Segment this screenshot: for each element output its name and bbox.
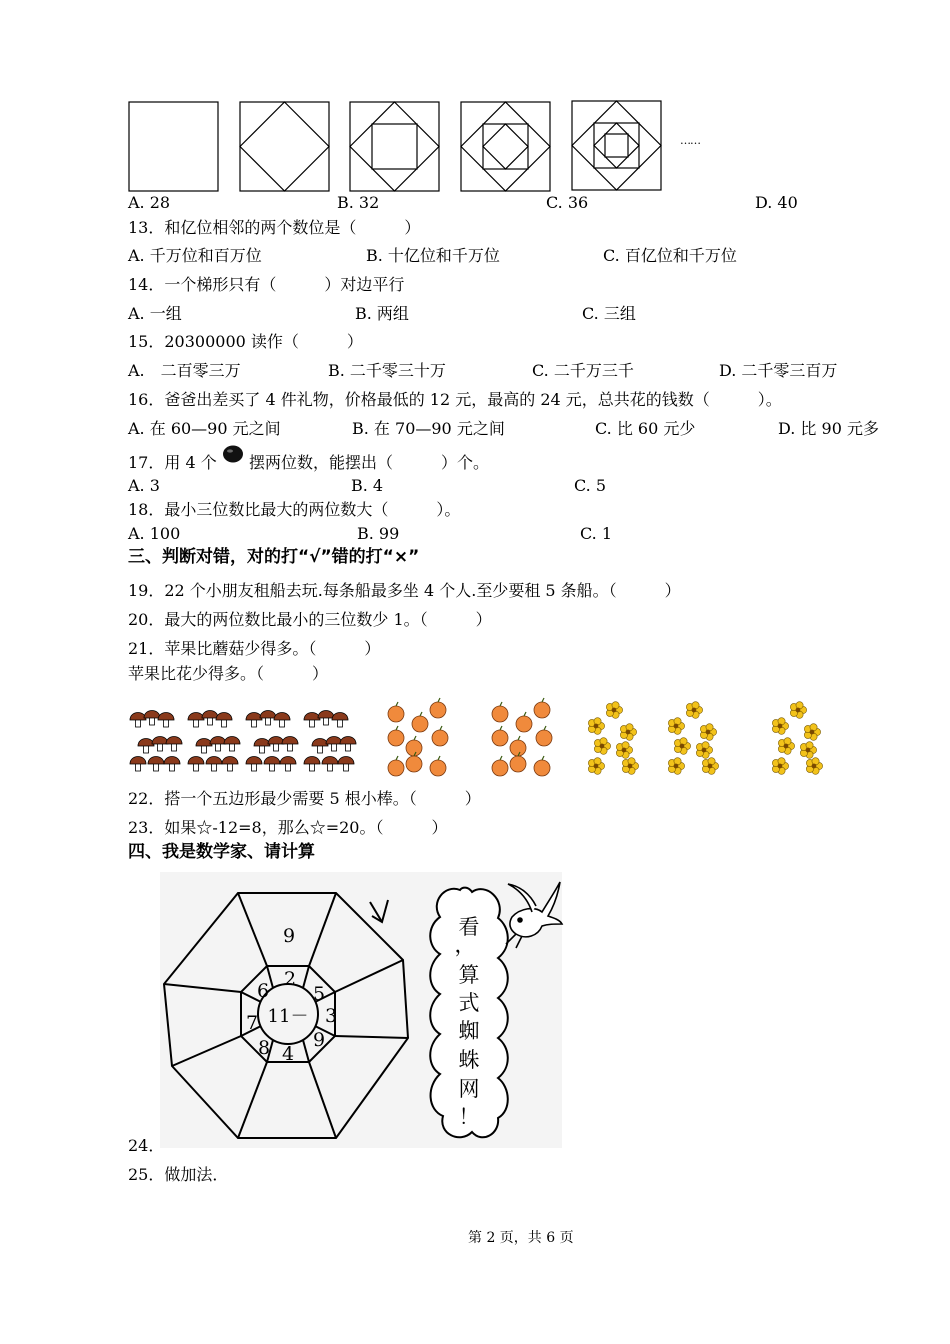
question-16: 16．爸爸出差买了 4 件礼物，价格最低的 12 元，最高的 24 元，总共花的钱数（ ）。	[128, 390, 782, 409]
cloud-char: ，	[454, 933, 476, 957]
question-21-line2: 苹果比花少得多。（ ）	[128, 664, 329, 683]
web-center-label: 11－	[267, 1006, 309, 1027]
mushroom-icon	[340, 737, 356, 752]
mushroom-icon	[304, 713, 320, 728]
apple-icon	[492, 702, 508, 722]
q14-option-c[interactable]: C. 三组	[582, 304, 636, 323]
question-21: 21．苹果比蘑菇少得多。（ ）	[128, 639, 381, 658]
q15-option-c[interactable]: C. 二千万三千	[532, 361, 634, 380]
mushroom-icon	[264, 757, 280, 772]
flower-icon	[772, 758, 788, 775]
flower-icon	[806, 758, 822, 775]
flower-icon	[674, 738, 690, 755]
q15-option-a[interactable]: A. 二百零三万	[128, 361, 241, 380]
q17-option-b[interactable]: B. 4	[351, 476, 384, 495]
question-19: 19．22 个小朋友租船去玩.每条船最多坐 4 个人.至少要租 5 条船。（ ）	[128, 581, 681, 600]
section-3-title: 三、判断对错，对的打“√”错的打“×”	[128, 547, 420, 567]
apple-icon	[388, 702, 404, 722]
apple-icon	[432, 726, 448, 746]
cloud-char: 式	[458, 991, 480, 1015]
flower-icon	[588, 718, 604, 735]
q15-option-b[interactable]: B. 二千零三十万	[328, 361, 446, 380]
mushroom-icon	[246, 757, 262, 772]
q13-option-b[interactable]: B. 十亿位和千万位	[366, 246, 500, 265]
mushroom-icon	[130, 757, 146, 772]
mushroom-icon	[332, 713, 348, 728]
flower-icon	[696, 742, 712, 759]
web-ring-number: 8	[257, 1037, 271, 1059]
mushroom-icon	[274, 713, 290, 728]
flower-icon	[668, 758, 684, 775]
cloud-char: ！	[458, 1105, 480, 1129]
flower-icon	[804, 724, 820, 741]
mushroom-icon	[312, 739, 328, 754]
q16-option-a[interactable]: A. 在 60—90 元之间	[128, 419, 281, 438]
apple-icon	[534, 698, 550, 718]
web-ring-number: 9	[312, 1029, 326, 1051]
apple-icon	[430, 756, 446, 776]
section-4-title: 四、我是数学家、请计算	[128, 842, 315, 862]
q16-option-b[interactable]: B. 在 70—90 元之间	[352, 419, 505, 438]
mushroom-icon	[304, 757, 320, 772]
mushroom-icon	[196, 739, 212, 754]
cloud-char: 算	[458, 963, 480, 987]
apple-icon	[492, 726, 508, 746]
web-ring-number: 7	[245, 1012, 259, 1034]
q12-option-a[interactable]: A. 28	[128, 193, 171, 212]
mushroom-icon	[254, 739, 270, 754]
bead-icon	[222, 444, 244, 464]
flower-icon	[700, 724, 716, 741]
mushroom-icon	[246, 713, 262, 728]
mushroom-icon	[188, 713, 204, 728]
question-15: 15．20300000 读作（ ）	[128, 332, 363, 351]
mushroom-icon	[144, 711, 160, 726]
apple-icon	[492, 756, 508, 776]
mushroom-icon	[138, 739, 154, 754]
mushroom-icon	[318, 711, 334, 726]
spider-web-figure	[160, 872, 562, 1148]
question-13: 13．和亿位相邻的两个数位是（ ）	[128, 218, 421, 237]
mushroom-icon	[210, 737, 226, 752]
question-14: 14．一个梯形只有（ ）对边平行	[128, 275, 405, 294]
q16-option-d[interactable]: D. 比 90 元多	[778, 419, 879, 438]
mushroom-icon	[166, 737, 182, 752]
mushroom-icon	[326, 737, 342, 752]
apple-icon	[388, 726, 404, 746]
mushroom-icon	[260, 711, 276, 726]
q17-option-c[interactable]: C. 5	[574, 476, 607, 495]
mushroom-icon	[322, 757, 338, 772]
mushroom-icon	[130, 713, 146, 728]
apple-icon	[516, 712, 532, 732]
q16-option-c[interactable]: C. 比 60 元少	[595, 419, 696, 438]
flower-icon	[616, 742, 632, 759]
mushroom-icon	[148, 757, 164, 772]
apple-icon	[406, 752, 422, 772]
question-23: 23．如果☆-12=8，那么☆=20。（ ）	[128, 818, 448, 837]
flower-icon	[588, 758, 604, 775]
q15-option-d[interactable]: D. 二千零三百万	[719, 361, 838, 380]
apple-icon	[388, 756, 404, 776]
flower-icon	[668, 718, 684, 735]
q18-option-b[interactable]: B. 99	[357, 524, 400, 543]
apple-icon	[510, 752, 526, 772]
mushroom-icon	[164, 757, 180, 772]
apple-icon	[534, 756, 550, 776]
q12-option-b[interactable]: B. 32	[337, 193, 380, 212]
flower-icon	[790, 702, 806, 719]
mushroom-icon	[280, 757, 296, 772]
web-ring-number: 5	[312, 983, 326, 1005]
flower-icon	[772, 718, 788, 735]
apple-icon	[430, 698, 446, 718]
apple-icon	[510, 736, 526, 756]
mushroom-icon	[206, 757, 222, 772]
mushroom-icon	[202, 711, 218, 726]
cloud-char: 蜘	[458, 1019, 480, 1043]
page-footer: 第 2 页，共 6 页	[468, 1230, 574, 1246]
question-17-start: 17．用 4 个	[128, 453, 217, 472]
web-ring-number: 3	[324, 1005, 338, 1027]
mushroom-icon	[152, 737, 168, 752]
question-18: 18．最小三位数比最大的两位数大（ ）。	[128, 500, 461, 519]
q13-option-c[interactable]: C. 百亿位和千万位	[603, 246, 737, 265]
flower-icon	[702, 758, 718, 775]
apple-icon	[412, 712, 428, 732]
mushroom-icon	[224, 737, 240, 752]
flower-icon	[620, 724, 636, 741]
web-ring-number: 6	[256, 980, 270, 1002]
question-24: 24．	[128, 1136, 165, 1155]
mushroom-icon	[268, 737, 284, 752]
question-20: 20．最大的两位数比最小的三位数少 1。（ ）	[128, 610, 492, 629]
q12-option-d[interactable]: D. 40	[755, 193, 798, 212]
q18-option-c[interactable]: C. 1	[580, 524, 613, 543]
nested-squares-figure	[128, 100, 728, 195]
web-ring-number: 2	[283, 968, 297, 990]
web-ring-number: 4	[281, 1043, 295, 1065]
q12-option-c[interactable]: C. 36	[546, 193, 589, 212]
flower-icon	[594, 738, 610, 755]
q14-option-a[interactable]: A. 一组	[128, 304, 182, 323]
mushroom-icon	[158, 713, 174, 728]
flower-icon	[800, 742, 816, 759]
mushroom-icon	[222, 757, 238, 772]
cloud-char: 蛛	[458, 1048, 480, 1072]
apple-icon	[536, 726, 552, 746]
mushroom-icon	[282, 737, 298, 752]
flower-icon	[686, 702, 702, 719]
flower-icon	[778, 738, 794, 755]
q13-option-a[interactable]: A. 千万位和百万位	[128, 246, 262, 265]
q17-option-a[interactable]: A. 3	[128, 476, 160, 495]
mushrooms-apples-flowers-figure	[128, 698, 838, 782]
apple-icon	[406, 736, 422, 756]
cloud-char: 看	[458, 915, 480, 939]
flower-icon	[606, 702, 622, 719]
q14-option-b[interactable]: B. 两组	[355, 304, 409, 323]
flower-icon	[622, 758, 638, 775]
question-25: 25．做加法．	[128, 1165, 229, 1184]
ellipsis: ……	[680, 134, 700, 147]
web-outer-number: 9	[282, 925, 296, 947]
cloud-char: 网	[458, 1077, 480, 1101]
question-17-end: 摆两位数，能摆出（ ）个。	[249, 453, 490, 472]
mushroom-icon	[188, 757, 204, 772]
mushroom-icon	[216, 713, 232, 728]
mushroom-icon	[338, 757, 354, 772]
question-22: 22．搭一个五边形最少需要 5 根小棒。（ ）	[128, 789, 481, 808]
q18-option-a[interactable]: A. 100	[128, 524, 181, 543]
